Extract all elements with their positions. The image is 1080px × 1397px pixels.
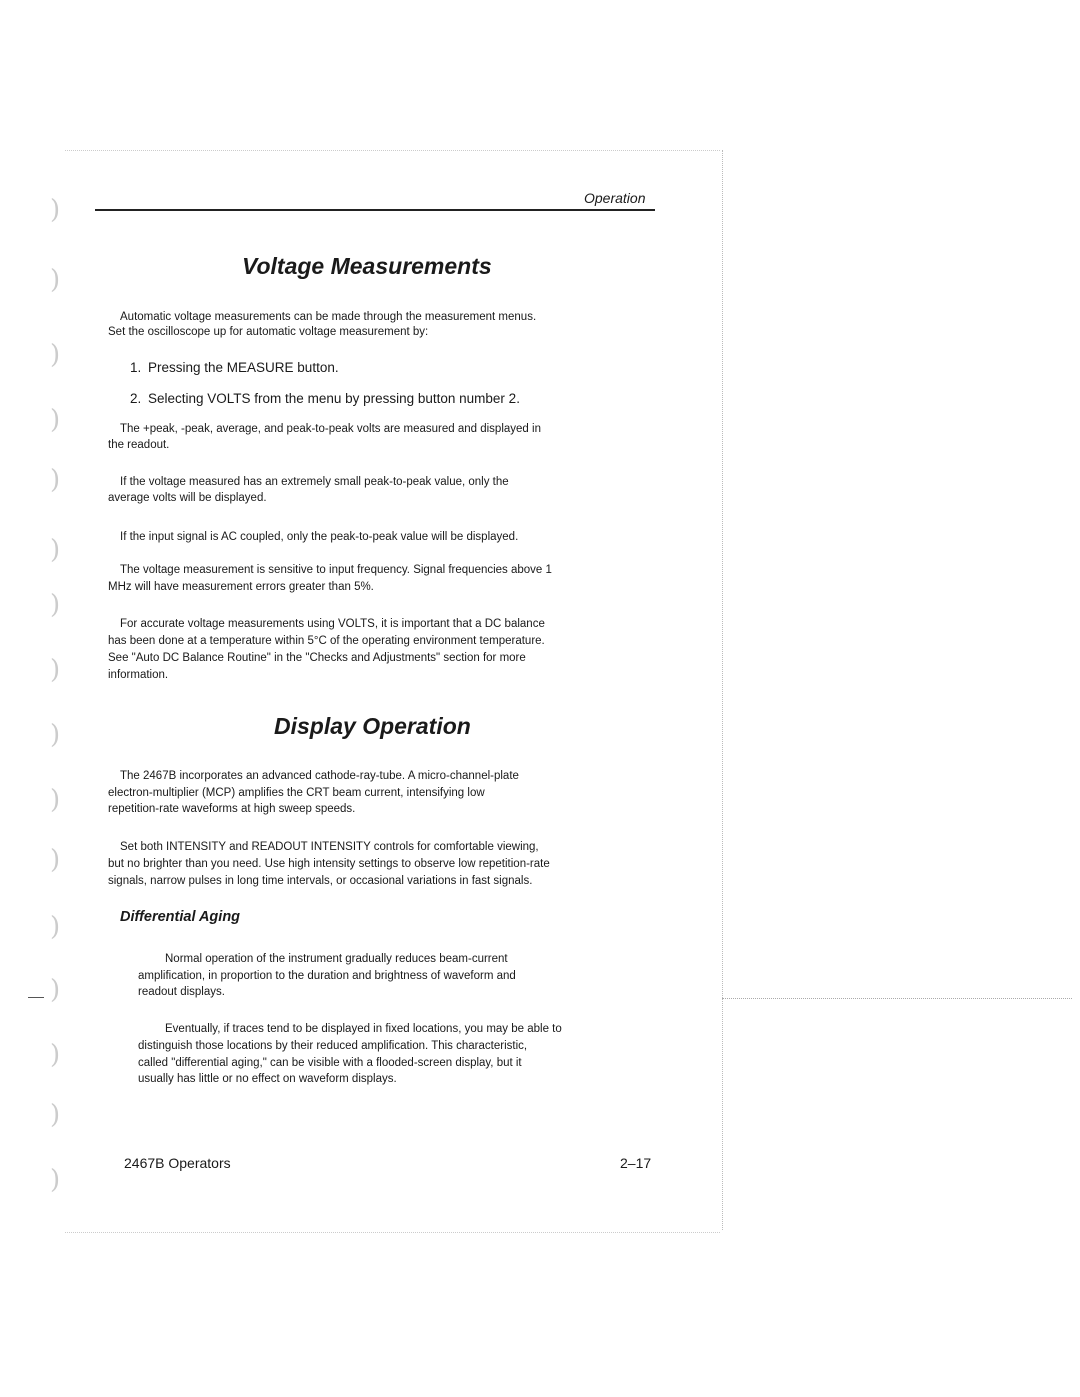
scan-mark [28, 997, 44, 998]
footer-manual: 2467B Operators [124, 1155, 231, 1171]
running-header: Operation [584, 190, 646, 206]
binder-hole-mark: ) [50, 720, 61, 750]
scan-mark [722, 998, 1072, 999]
binder-hole-mark: ) [50, 912, 61, 942]
paragraph-line: Normal operation of the instrument gradually reduces beam-current [165, 953, 508, 965]
paragraph-line: If the input signal is AC coupled, only the peak-to-peak value will be displayed. [120, 531, 519, 543]
paragraph-line: has been done at a temperature within 5°C of the operating environment temperature. [108, 635, 545, 647]
binder-hole-mark: ) [50, 265, 61, 295]
paragraph-line: Set the oscilloscope up for automatic voltage measurement by: [108, 326, 429, 338]
binder-hole-mark: ) [50, 1100, 61, 1130]
binder-hole-mark: ) [50, 195, 61, 225]
paragraph-line: See "Auto DC Balance Routine" in the "Checks and Adjustments" section for more [108, 652, 526, 664]
binder-hole-mark: ) [50, 1040, 61, 1070]
binder-hole-mark: ) [50, 975, 61, 1005]
paragraph-line: Automatic voltage measurements can be made through the measurement menus. [120, 311, 537, 323]
section-title-voltage: Voltage Measurements [242, 253, 492, 279]
paragraph-line: signals, narrow pulses in long time intervals, or occasional variations in fast signals. [108, 875, 533, 887]
paragraph-line: distinguish those locations by their reduced amplification. This characteristic, [138, 1039, 528, 1052]
paragraph-line: If the voltage measured has an extremely small peak-to-peak value, only the [120, 476, 509, 488]
paragraph-line: the readout. [108, 439, 170, 451]
binder-hole-mark: ) [50, 845, 61, 875]
header-rule [95, 209, 655, 211]
paragraph-line: For accurate voltage measurements using VOLTS, it is important that a DC balance [120, 618, 545, 630]
subsection-title: Differential Aging [120, 909, 241, 925]
paragraph-line: The +peak, -peak, average, and peak-to-peak volts are measured and displayed in [120, 423, 541, 435]
binder-hole-mark: ) [50, 1165, 61, 1195]
step-number: 1. [130, 360, 142, 375]
paragraph-line: Eventually, if traces tend to be displayed in fixed locations, you may be able to [165, 1023, 562, 1035]
binder-hole-mark: ) [50, 405, 61, 435]
paragraph-line: The voltage measurement is sensitive to input frequency. Signal frequencies above 1 [120, 564, 552, 576]
paragraph-line: The 2467B incorporates an advanced cathode-ray-tube. A micro-channel-plate [120, 770, 519, 782]
paragraph-line: average volts will be displayed. [108, 492, 267, 504]
binder-hole-mark: ) [50, 535, 61, 565]
step-text: Selecting VOLTS from the menu by pressing button number 2. [148, 391, 520, 406]
binder-hole-mark: ) [50, 590, 61, 620]
binder-hole-mark: ) [50, 465, 61, 495]
paragraph-line: electron-multiplier (MCP) amplifies the CRT beam current, intensifying low [108, 786, 485, 799]
binder-hole-mark: ) [50, 340, 61, 370]
paragraph-line: readout displays. [138, 986, 225, 998]
paragraph-line: repetition-rate waveforms at high sweep speeds. [108, 803, 356, 815]
binder-hole-mark: ) [50, 785, 61, 815]
paragraph-line: information. [108, 669, 169, 681]
paragraph-line: called "differential aging," can be visible with a flooded-screen display, but it [138, 1056, 522, 1069]
scan-border-bottom [65, 1232, 720, 1233]
paragraph-line: amplification, in proportion to the duration and brightness of waveform and [138, 969, 516, 982]
step-text: Pressing the MEASURE button. [148, 360, 339, 375]
paragraph-line: but no brighter than you need. Use high intensity settings to observe low repetition-rate [108, 858, 550, 870]
binder-hole-mark: ) [50, 655, 61, 685]
section-title-display: Display Operation [274, 713, 471, 739]
paragraph-line: usually has little or no effect on waveform displays. [138, 1073, 397, 1086]
step-number: 2. [130, 391, 142, 406]
paragraph-line: Set both INTENSITY and READOUT INTENSITY controls for comfortable viewing, [120, 841, 539, 853]
footer-page-number: 2–17 [620, 1155, 652, 1171]
scan-border-right [722, 150, 723, 1230]
paragraph-line: MHz will have measurement errors greater than 5%. [108, 581, 374, 593]
scan-border-top [65, 150, 720, 151]
